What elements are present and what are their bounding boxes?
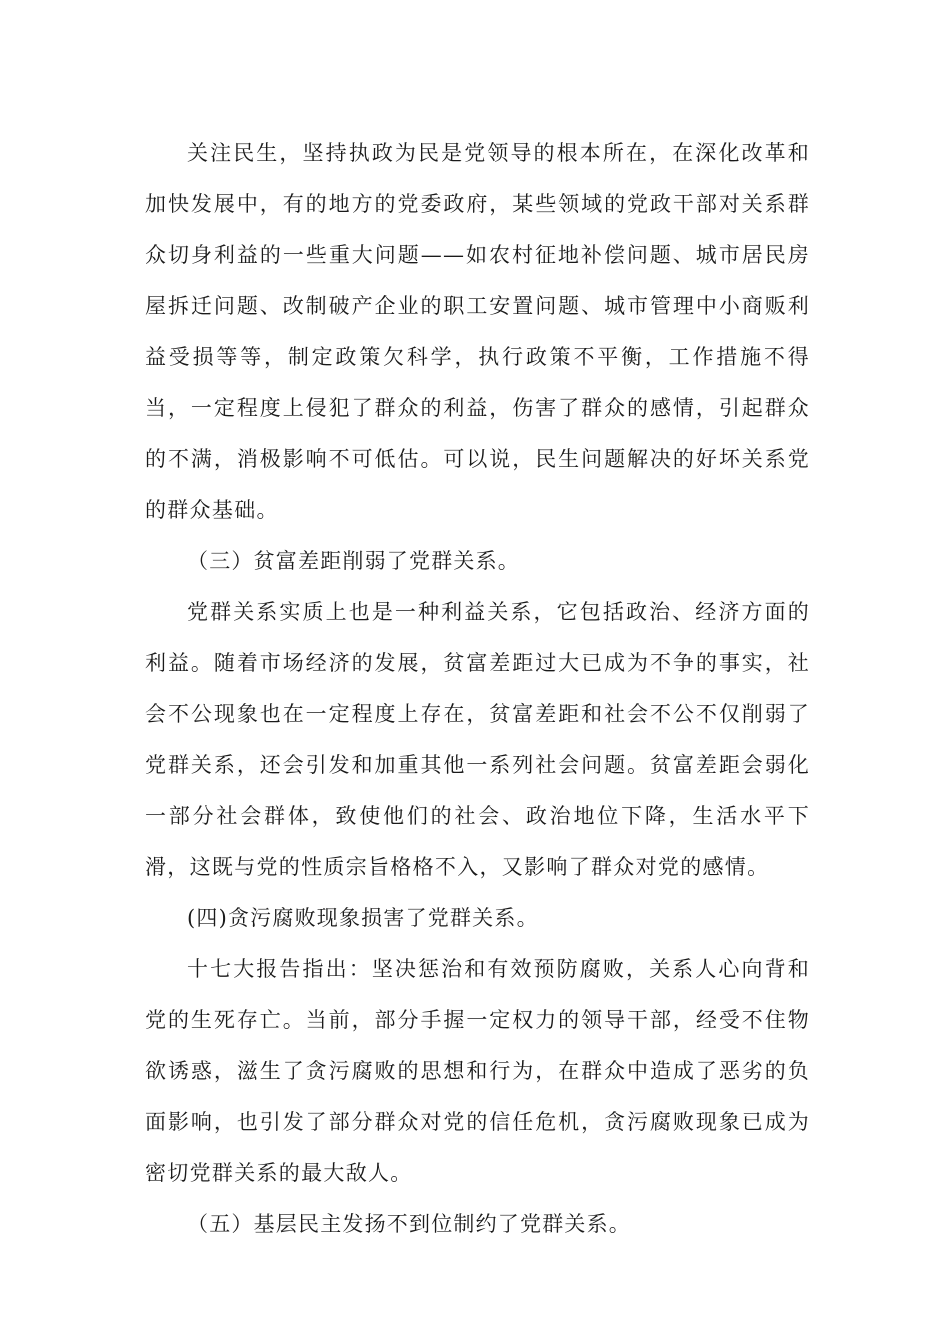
- section-heading-5: （五）基层民主发扬不到位制约了党群关系。: [187, 1212, 631, 1236]
- section-heading-3: （三）贫富差距削弱了党群关系。: [187, 549, 520, 573]
- document-body: [145, 128, 810, 1250]
- section-heading-4: (四)贪污腐败现象损害了党群关系。: [187, 906, 539, 930]
- paragraph-corruption: 十七大报告指出：坚决惩治和有效预防腐败，关系人心向背和党的生死存亡。当前，部分手握一定权力的领导干部，经受不住物欲诱惑，滋生了贪污腐败的思想和行为，在群众中造成了恶劣的负面影响，也引发了部分群众对党的信任危机，贪污腐败现象已成为密切党群关系的最大敌人。: [145, 957, 810, 1185]
- paragraph-people-livelihood: 关注民生，坚持执政为民是党领导的根本所在，在深化改革和加快发展中，有的地方的党委政府，某些领域的党政干部对关系群众切身利益的一些重大问题——如农村征地补偿问题、城市居民房屋拆迁问题、改制破产企业的职工安置问题、城市管理中小商贩利益受损等等，制定政策欠科学，执行政策不平衡，工作措施不得当，一定程度上侵犯了群众的利益，伤害了群众的感情，引起群众的不满，消极影响不可低估。可以说，民生问题解决的好坏关系党的群众基础。: [145, 141, 810, 522]
- paragraph-wealth-gap: 党群关系实质上也是一种利益关系，它包括政治、经济方面的利益。随着市场经济的发展，贫富差距过大已成为不争的事实，社会不公现象也在一定程度上存在，贫富差距和社会不公不仅削弱了党群关系，还会引发和加重其他一系列社会问题。贫富差距会弱化一部分社会群体，致使他们的社会、政治地位下降，生活水平下滑，这既与党的性质宗旨格格不入，又影响了群众对党的感情。: [145, 600, 810, 879]
